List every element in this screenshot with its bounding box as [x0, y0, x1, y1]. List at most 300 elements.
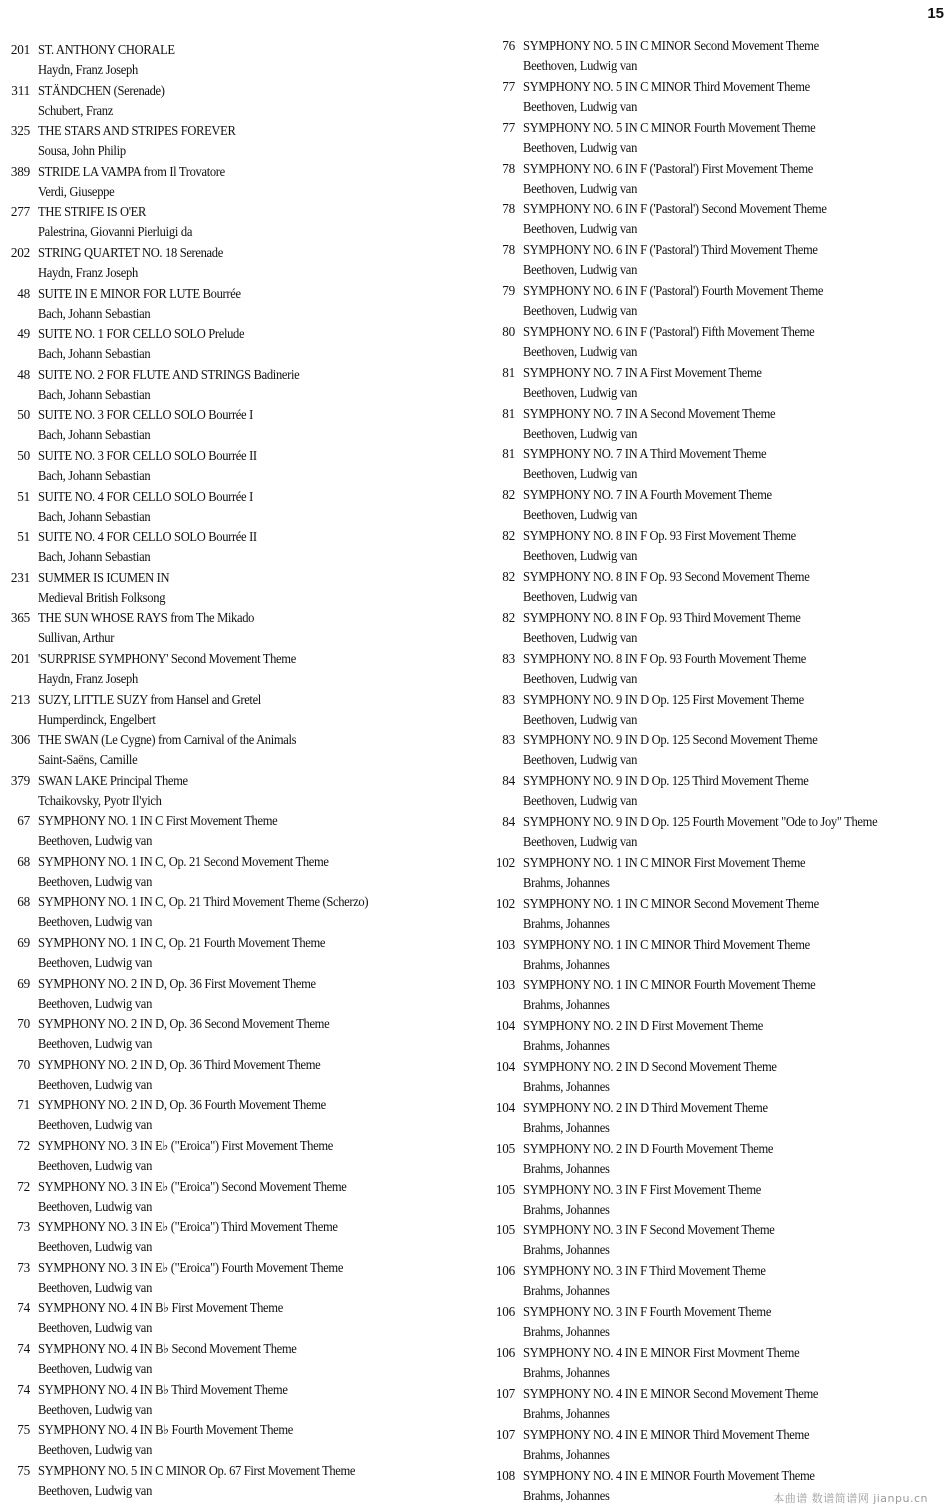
index-entry [488, 77, 948, 118]
entry-composer: Brahms, Johannes [523, 1119, 610, 1135]
entry-page-number: 102 [495, 854, 515, 870]
index-entry [0, 81, 470, 122]
entry-page-number: 82 [502, 568, 515, 584]
entry-body [30, 690, 470, 731]
entry-title: 'SURPRISE SYMPHONY' Second Movement Theme [38, 650, 296, 666]
entry-body [30, 1055, 470, 1096]
entry-body [30, 40, 470, 81]
index-entry [488, 159, 948, 200]
entry-body [30, 568, 470, 609]
entry-body [515, 1098, 948, 1139]
entry-composer: Bach, Johann Sebastian [38, 549, 151, 565]
index-entry [0, 405, 470, 446]
entry-composer: Beethoven, Ludwig van [38, 1482, 153, 1498]
entry-body [515, 36, 948, 77]
entry-composer: Bach, Johann Sebastian [38, 346, 151, 362]
entry-body [515, 1425, 948, 1466]
index-entry [488, 894, 948, 935]
entry-title: SYMPHONY NO. 3 IN E♭ ("Eroica") First Movement Theme [38, 1138, 333, 1154]
entry-page-number: 107 [495, 1385, 515, 1401]
entry-page-number: 277 [10, 204, 30, 220]
entry-page-number: 78 [502, 242, 515, 258]
entry-composer: Beethoven, Ludwig van [38, 1036, 153, 1052]
entry-page-number: 105 [495, 1140, 515, 1156]
entry-page-number: 82 [502, 528, 515, 544]
entry-title: SYMPHONY NO. 5 IN C MINOR Fourth Movement Theme [523, 119, 816, 135]
index-column-right [488, 36, 948, 1506]
entry-composer: Sousa, John Philip [38, 143, 126, 159]
entry-title: SYMPHONY NO. 8 IN F Op. 93 Second Movement Theme [523, 568, 810, 584]
entry-composer: Brahms, Johannes [523, 1405, 610, 1421]
entry-page-number: 67 [17, 813, 30, 829]
entry-body [515, 159, 948, 200]
entry-page-number: 48 [17, 285, 30, 301]
entry-composer: Bach, Johann Sebastian [38, 427, 151, 443]
entry-page-number: 379 [10, 772, 30, 788]
entry-page-number: 79 [502, 283, 515, 299]
entry-body [515, 118, 948, 159]
entry-composer: Beethoven, Ludwig van [38, 1117, 153, 1133]
entry-title: SYMPHONY NO. 4 IN E MINOR Second Movement Theme [523, 1385, 819, 1401]
entry-composer: Beethoven, Ludwig van [38, 914, 153, 930]
index-entry [488, 1180, 948, 1221]
entry-body [30, 121, 470, 162]
entry-title: SYMPHONY NO. 2 IN D Fourth Movement Theme [523, 1140, 774, 1156]
entry-body [30, 1095, 470, 1136]
index-entry [0, 608, 470, 649]
entry-body [515, 730, 948, 771]
entry-body [515, 77, 948, 118]
entry-body [30, 974, 470, 1015]
entry-body [30, 608, 470, 649]
entry-composer: Haydn, Franz Joseph [38, 670, 139, 686]
entry-title: THE SWAN (Le Cygne) from Carnival of the Animals [38, 732, 297, 748]
index-entry [488, 118, 948, 159]
entry-page-number: 389 [10, 163, 30, 179]
entry-composer: Haydn, Franz Joseph [38, 264, 139, 280]
index-entry [0, 1380, 470, 1421]
entry-page-number: 51 [17, 529, 30, 545]
entry-body [30, 892, 470, 933]
entry-composer: Beethoven, Ludwig van [523, 425, 638, 441]
entry-page-number: 213 [10, 691, 30, 707]
index-entry [488, 567, 948, 608]
entry-page-number: 75 [17, 1422, 30, 1438]
entry-page-number: 325 [10, 123, 30, 139]
entry-body [30, 284, 470, 325]
entry-composer: Beethoven, Ludwig van [38, 995, 153, 1011]
entry-page-number: 75 [17, 1462, 30, 1478]
entry-body [30, 1136, 470, 1177]
entry-page-number: 78 [502, 201, 515, 217]
entry-body [30, 243, 470, 284]
index-entry [488, 1057, 948, 1098]
entry-page-number: 104 [495, 1018, 515, 1034]
entry-body [515, 444, 948, 485]
entry-page-number: 72 [17, 1178, 30, 1194]
entry-composer: Brahms, Johannes [523, 1201, 610, 1217]
entry-title: SYMPHONY NO. 1 IN C, Op. 21 Third Movement Theme (Scherzo) [38, 894, 369, 910]
entry-page-number: 365 [10, 610, 30, 626]
index-entry [0, 1177, 470, 1218]
entry-page-number: 81 [502, 405, 515, 421]
entry-title: SYMPHONY NO. 6 IN F ('Pastoral') First Movement Theme [523, 160, 814, 176]
entry-composer: Beethoven, Ludwig van [38, 1239, 153, 1255]
page-number: 15 [927, 5, 944, 22]
entry-page-number: 106 [495, 1345, 515, 1360]
entry-title: SYMPHONY NO. 1 IN C, Op. 21 Fourth Movement Theme [38, 935, 326, 951]
entry-composer: Beethoven, Ludwig van [523, 343, 638, 359]
entry-page-number: 48 [17, 366, 30, 382]
entry-body [515, 1180, 948, 1221]
index-entry [0, 1258, 470, 1299]
index-entry [0, 1339, 470, 1380]
entry-page-number: 77 [502, 119, 515, 135]
index-entry [488, 1220, 948, 1261]
entry-body [515, 526, 948, 567]
entry-composer: Beethoven, Ludwig van [523, 466, 638, 482]
entry-composer: Saint-Saëns, Camille [38, 752, 138, 768]
entry-body [515, 404, 948, 445]
entry-composer: Brahms, Johannes [523, 915, 610, 931]
index-entry [0, 649, 470, 690]
entry-title: SYMPHONY NO. 8 IN F Op. 93 Third Movement Theme [523, 609, 801, 625]
entry-page-number: 231 [10, 569, 30, 585]
entry-composer: Bach, Johann Sebastian [38, 386, 151, 402]
entry-page-number: 82 [502, 487, 515, 503]
entry-body [30, 1177, 470, 1218]
entry-title: SYMPHONY NO. 8 IN F Op. 93 Fourth Movement Theme [523, 650, 806, 666]
entry-title: SYMPHONY NO. 3 IN F Second Movement Theme [523, 1222, 775, 1238]
entry-composer: Beethoven, Ludwig van [523, 752, 638, 768]
entry-body [515, 975, 948, 1016]
entry-page-number: 77 [502, 78, 515, 94]
entry-composer: Tchaikovsky, Pyotr Il'yich [38, 792, 162, 808]
entry-body [515, 1261, 948, 1302]
index-entry [488, 1016, 948, 1057]
entry-body [30, 365, 470, 406]
entry-title: SYMPHONY NO. 1 IN C MINOR Fourth Movement Theme [523, 977, 816, 993]
entry-title: SYMPHONY NO. 3 IN F First Movement Theme [523, 1181, 761, 1197]
entry-page-number: 202 [10, 244, 30, 260]
entry-title: SYMPHONY NO. 3 IN E♭ ("Eroica") Fourth Movement Theme [38, 1259, 344, 1275]
entry-page-number: 69 [17, 935, 30, 951]
entry-title: SYMPHONY NO. 9 IN D Op. 125 Third Movement Theme [523, 773, 809, 789]
index-entry [0, 284, 470, 325]
index-entry [0, 40, 470, 81]
entry-body [30, 1258, 470, 1299]
entry-body [515, 853, 948, 894]
entry-body [30, 405, 470, 446]
entry-page-number: 83 [502, 732, 515, 748]
entry-title: SUITE NO. 3 FOR CELLO SOLO Bourrée I [38, 407, 253, 423]
entry-composer: Brahms, Johannes [523, 1242, 610, 1258]
index-entry [488, 1343, 948, 1384]
entry-body [515, 485, 948, 526]
entry-body [515, 935, 948, 976]
entry-composer: Brahms, Johannes [523, 956, 610, 972]
entry-page-number: 68 [17, 853, 30, 869]
entry-title: SYMPHONY NO. 4 IN B♭ Fourth Movement Theme [38, 1422, 294, 1438]
entry-body [30, 1298, 470, 1339]
entry-title: SYMPHONY NO. 3 IN F Fourth Movement Theme [523, 1304, 772, 1320]
entry-page-number: 69 [17, 975, 30, 991]
index-entry [0, 933, 470, 974]
index-entry [0, 365, 470, 406]
entry-composer: Beethoven, Ludwig van [38, 833, 153, 849]
entry-title: SYMPHONY NO. 2 IN D, Op. 36 First Movement Theme [38, 975, 316, 991]
index-entry [0, 487, 470, 528]
index-entry [0, 446, 470, 487]
entry-page-number: 201 [10, 42, 30, 57]
entry-title: SYMPHONY NO. 2 IN D Third Movement Theme [523, 1099, 768, 1115]
entry-composer: Humperdinck, Engelbert [38, 711, 156, 727]
entry-body [30, 1380, 470, 1421]
entry-page-number: 70 [17, 1056, 30, 1072]
entry-title: SUMMER IS ICUMEN IN [38, 569, 170, 585]
entry-page-number: 71 [17, 1097, 30, 1113]
entry-composer: Beethoven, Ludwig van [523, 670, 638, 686]
entry-composer: Medieval British Folksong [38, 589, 166, 605]
index-entry [0, 1095, 470, 1136]
entry-title: SYMPHONY NO. 3 IN F Third Movement Theme [523, 1263, 766, 1279]
entry-page-number: 306 [10, 732, 30, 748]
entry-title: STRIDE LA VAMPA from Il Trovatore [38, 163, 225, 179]
index-entry [488, 608, 948, 649]
entry-title: SYMPHONY NO. 8 IN F Op. 93 First Movement Theme [523, 528, 796, 544]
entry-title: SYMPHONY NO. 4 IN B♭ First Movement Theme [38, 1300, 283, 1316]
index-entry [0, 690, 470, 731]
index-entry [488, 199, 948, 240]
entry-composer: Brahms, Johannes [523, 874, 610, 890]
entry-page-number: 103 [495, 936, 515, 952]
entry-page-number: 74 [17, 1381, 30, 1397]
entry-page-number: 50 [17, 447, 30, 463]
entry-body [30, 527, 470, 568]
entry-composer: Beethoven, Ludwig van [38, 955, 153, 971]
entry-page-number: 74 [17, 1300, 30, 1316]
entry-body [515, 1139, 948, 1180]
index-entry [488, 36, 948, 77]
entry-page-number: 103 [495, 977, 515, 993]
index-entry [488, 322, 948, 363]
entry-page-number: 84 [502, 773, 515, 789]
entry-composer: Brahms, Johannes [523, 1365, 610, 1380]
index-entry [488, 649, 948, 690]
entry-body [515, 322, 948, 363]
index-entry [488, 485, 948, 526]
entry-title: SUITE IN E MINOR FOR LUTE Bourrée [38, 285, 241, 301]
index-entry [0, 568, 470, 609]
entry-title: SYMPHONY NO. 7 IN A First Movement Theme [523, 364, 762, 380]
entry-composer: Brahms, Johannes [523, 1283, 610, 1299]
entry-title: SYMPHONY NO. 2 IN D, Op. 36 Third Movement Theme [38, 1056, 321, 1072]
entry-composer: Brahms, Johannes [523, 997, 610, 1013]
entry-body [30, 1461, 470, 1502]
entry-body [30, 771, 470, 812]
entry-page-number: 78 [502, 160, 515, 176]
entry-page-number: 108 [495, 1467, 515, 1483]
index-entry [488, 404, 948, 445]
entry-body [30, 933, 470, 974]
index-entry [0, 1461, 470, 1502]
entry-body [515, 771, 948, 812]
entry-composer: Bach, Johann Sebastian [38, 467, 151, 483]
entry-composer: Beethoven, Ludwig van [523, 834, 638, 850]
entry-composer: Schubert, Franz [38, 102, 114, 118]
index-entry [488, 771, 948, 812]
index-entry [488, 1261, 948, 1302]
entry-title: SWAN LAKE Principal Theme [38, 772, 188, 788]
entry-body [30, 730, 470, 771]
entry-body [30, 162, 470, 203]
entry-title: ST. ANTHONY CHORALE [38, 42, 175, 57]
entry-body [30, 1339, 470, 1380]
entry-title: SYMPHONY NO. 4 IN E MINOR First Movment Theme [523, 1345, 800, 1360]
entry-page-number: 72 [17, 1138, 30, 1154]
entry-page-number: 83 [502, 691, 515, 707]
index-entry [488, 1384, 948, 1425]
entry-page-number: 50 [17, 407, 30, 423]
index-entry [0, 162, 470, 203]
entry-composer: Beethoven, Ludwig van [523, 98, 638, 114]
entry-body [515, 1302, 948, 1343]
entry-title: SYMPHONY NO. 1 IN C MINOR Third Movement Theme [523, 936, 810, 952]
entry-page-number: 311 [11, 82, 30, 98]
entry-title: SUITE NO. 2 FOR FLUTE AND STRINGS Badinerie [38, 366, 300, 382]
entry-title: SYMPHONY NO. 7 IN A Second Movement Theme [523, 405, 776, 421]
entry-composer: Beethoven, Ludwig van [523, 221, 638, 237]
entry-composer: Bach, Johann Sebastian [38, 508, 151, 524]
entry-title: SYMPHONY NO. 7 IN A Third Movement Theme [523, 446, 767, 462]
entry-title: SYMPHONY NO. 1 IN C MINOR Second Movement Theme [523, 895, 819, 911]
index-entry [488, 812, 948, 853]
entry-composer: Beethoven, Ludwig van [523, 793, 638, 809]
index-entry [0, 771, 470, 812]
entry-title: SUITE NO. 3 FOR CELLO SOLO Bourrée II [38, 447, 257, 463]
entry-body [30, 324, 470, 365]
entry-title: SYMPHONY NO. 4 IN E MINOR Third Movement Theme [523, 1426, 810, 1442]
entry-title: SYMPHONY NO. 6 IN F ('Pastoral') Third Movement Theme [523, 242, 818, 258]
entry-page-number: 107 [495, 1426, 515, 1442]
entry-title: SUITE NO. 4 FOR CELLO SOLO Bourrée I [38, 488, 253, 504]
entry-title: SYMPHONY NO. 5 IN C MINOR Op. 67 First Movement Theme [38, 1462, 356, 1478]
index-entry [0, 324, 470, 365]
index-entry [0, 811, 470, 852]
entry-body [30, 811, 470, 852]
index-entry [488, 1302, 948, 1343]
index-entry [0, 121, 470, 162]
entry-body [515, 281, 948, 322]
entry-composer: Beethoven, Ludwig van [523, 588, 638, 604]
entry-title: SYMPHONY NO. 4 IN B♭ Third Movement Theme [38, 1381, 288, 1397]
entry-body [515, 1016, 948, 1057]
entry-title: SYMPHONY NO. 9 IN D Op. 125 Second Movement Theme [523, 732, 818, 748]
entry-title: SYMPHONY NO. 2 IN D Second Movement Theme [523, 1059, 777, 1075]
entry-title: THE STARS AND STRIPES FOREVER [38, 123, 236, 139]
entry-title: SYMPHONY NO. 2 IN D, Op. 36 Second Movement Theme [38, 1016, 330, 1032]
entry-composer: Brahms, Johannes [523, 1079, 610, 1095]
entry-composer: Beethoven, Ludwig van [38, 873, 153, 889]
entry-page-number: 73 [17, 1259, 30, 1275]
entry-title: SUITE NO. 1 FOR CELLO SOLO Prelude [38, 326, 245, 342]
entry-page-number: 201 [10, 650, 30, 666]
index-entry [488, 1139, 948, 1180]
entry-body [515, 1220, 948, 1261]
entry-page-number: 106 [495, 1304, 515, 1320]
index-entry [488, 690, 948, 731]
entry-composer: Beethoven, Ludwig van [38, 1076, 153, 1092]
entry-composer: Sullivan, Arthur [38, 630, 115, 646]
entry-title: THE STRIFE IS O'ER [38, 204, 146, 220]
entry-composer: Beethoven, Ludwig van [38, 1279, 153, 1295]
entry-body [515, 567, 948, 608]
entry-title: SYMPHONY NO. 9 IN D Op. 125 Fourth Movement "Ode to Joy" Theme [523, 814, 878, 830]
entry-page-number: 49 [17, 326, 30, 342]
entry-composer: Beethoven, Ludwig van [523, 384, 638, 400]
index-entry [488, 240, 948, 281]
entry-body [515, 608, 948, 649]
entry-body [515, 690, 948, 731]
index-entry [0, 852, 470, 893]
entry-body [515, 1343, 948, 1384]
entry-composer: Beethoven, Ludwig van [38, 1361, 153, 1376]
index-entry [488, 526, 948, 567]
index-entry [488, 935, 948, 976]
entry-page-number: 76 [502, 38, 515, 53]
entry-page-number: 82 [502, 609, 515, 625]
entry-body [30, 446, 470, 487]
entry-composer: Beethoven, Ludwig van [523, 262, 638, 278]
index-entry [488, 1098, 948, 1139]
entry-body [515, 649, 948, 690]
entry-body [30, 202, 470, 243]
entry-title: STÄNDCHEN (Serenade) [38, 82, 165, 98]
entry-composer: Beethoven, Ludwig van [523, 711, 638, 727]
entry-body [30, 852, 470, 893]
entry-composer: Brahms, Johannes [523, 1487, 610, 1503]
entry-title: SYMPHONY NO. 2 IN D, Op. 36 Fourth Movement Theme [38, 1097, 326, 1113]
index-entry [0, 202, 470, 243]
entry-title: SYMPHONY NO. 1 IN C MINOR First Movement Theme [523, 854, 806, 870]
index-entry [488, 444, 948, 485]
watermark-text: 本曲谱 数谱简谱网 jianpu.cn [773, 1492, 928, 1505]
index-entry [488, 281, 948, 322]
index-entry [0, 1014, 470, 1055]
entry-page-number: 51 [17, 488, 30, 504]
index-entry [0, 892, 470, 933]
entry-composer: Beethoven, Ludwig van [38, 1401, 153, 1417]
entry-composer: Brahms, Johannes [523, 1446, 610, 1462]
entry-body [515, 199, 948, 240]
entry-title: SYMPHONY NO. 4 IN B♭ Second Movement Theme [38, 1341, 297, 1356]
index-entry [0, 527, 470, 568]
entry-composer: Verdi, Giuseppe [38, 183, 115, 199]
entry-composer: Brahms, Johannes [523, 1038, 610, 1054]
entry-composer: Beethoven, Ludwig van [523, 629, 638, 645]
entry-page-number: 105 [495, 1222, 515, 1238]
entry-title: SUITE NO. 4 FOR CELLO SOLO Bourrée II [38, 529, 257, 545]
entry-page-number: 104 [495, 1059, 515, 1075]
entry-page-number: 104 [495, 1099, 515, 1115]
entry-body [515, 894, 948, 935]
entry-page-number: 106 [495, 1263, 515, 1279]
entry-body [515, 812, 948, 853]
entry-composer: Brahms, Johannes [523, 1324, 610, 1340]
index-entry [0, 1420, 470, 1461]
entry-body [515, 240, 948, 281]
entry-body [30, 1217, 470, 1258]
